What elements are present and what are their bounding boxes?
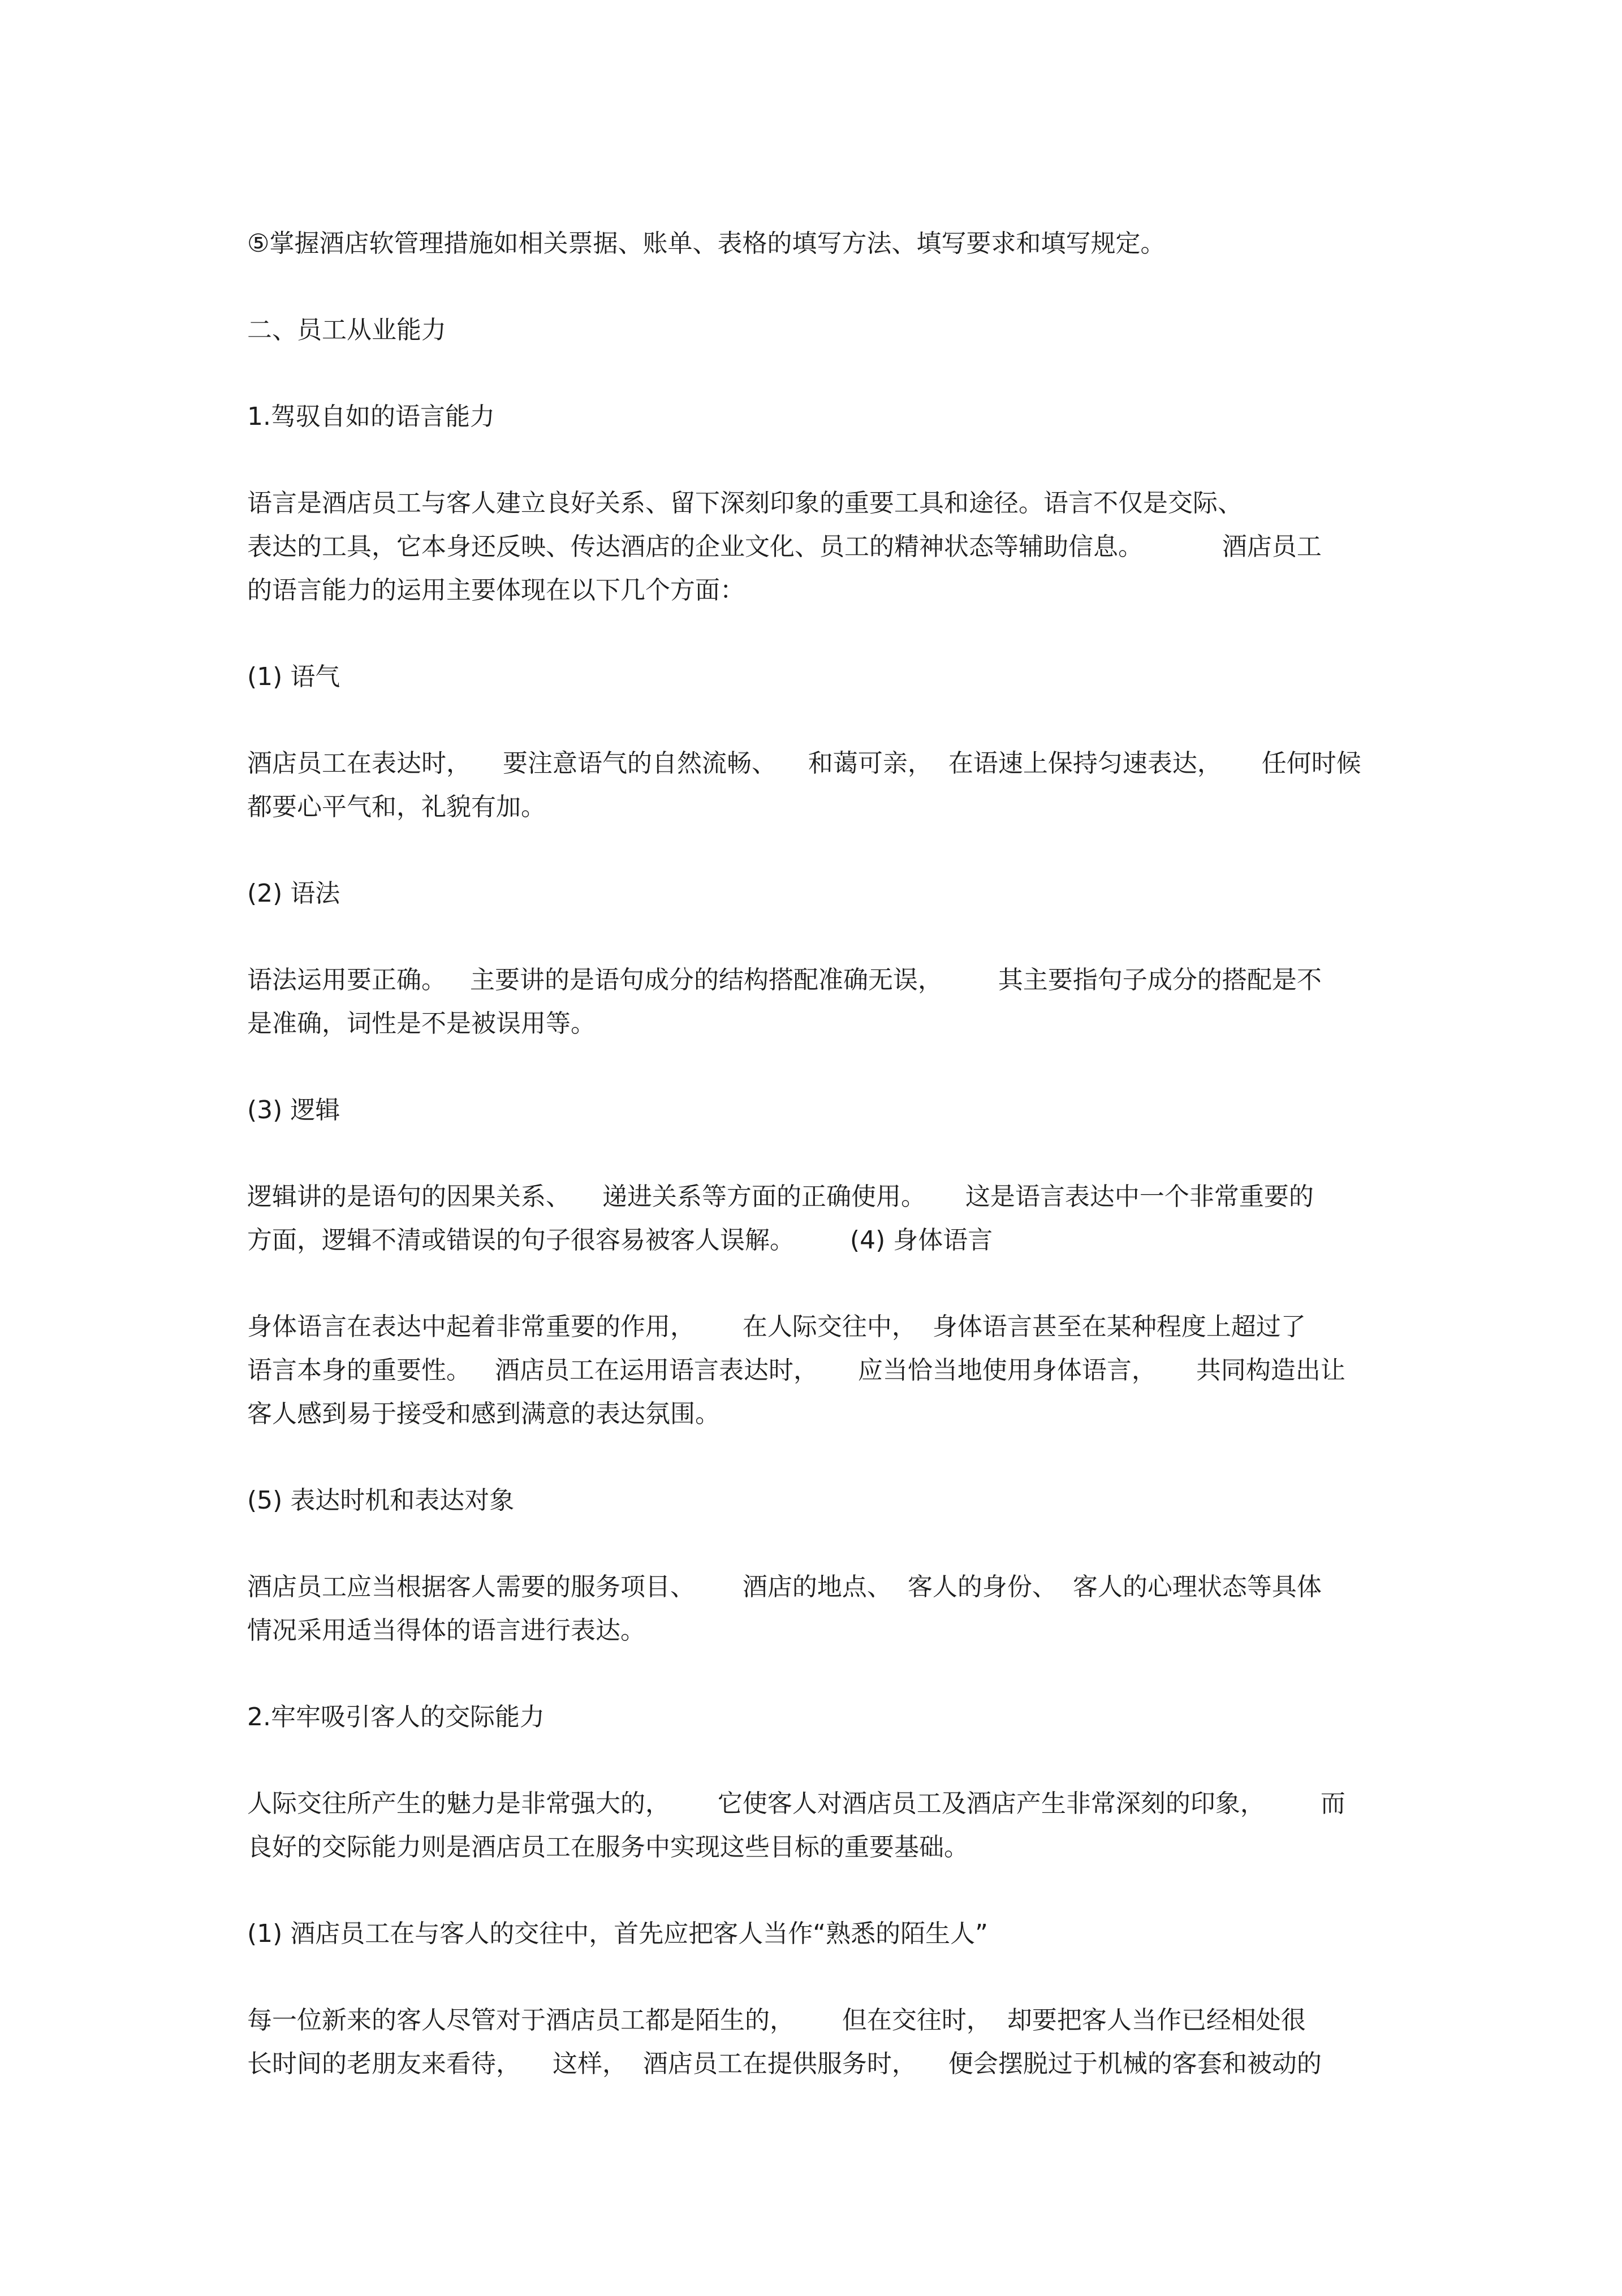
text-line: 长时间的老朋友来看待， 这样， 酒店员工在提供服务时， 便会摆脱过于机械的客套和被动的 xyxy=(247,2049,1322,2078)
text-line: 良好的交际能力则是酒店员工在服务中实现这些目标的重要基础。 xyxy=(247,1833,969,1862)
item-heading: (1) 语气 xyxy=(247,662,340,691)
text-line: 人际交往所产生的魅力是非常强大的， 它使客人对酒店员工及酒店产生非常深刻的印象， 而 xyxy=(247,1789,1345,1818)
text-line: 逻辑讲的是语句的因果关系、 递进关系等方面的正确使用。 这是语言表达中一个非常重要的 xyxy=(247,1182,1314,1211)
subsection-heading: 2.牢牢吸引客人的交际能力 xyxy=(247,1703,545,1731)
text-line: 语言本身的重要性。 酒店员工在运用语言表达时， 应当恰当地使用身体语言， 共同构造出让 xyxy=(247,1356,1345,1385)
text-line: 情况采用适当得体的语言进行表达。 xyxy=(247,1616,645,1645)
section-heading: 二、员工从业能力 xyxy=(247,316,446,344)
text-line: 表达的工具，它本身还反映、传达酒店的企业文化、员工的精神状态等辅助信息。 酒店员工 xyxy=(247,532,1322,561)
text-line: 客人感到易于接受和感到满意的表达氛围。 xyxy=(247,1399,720,1428)
text-line: 的语言能力的运用主要体现在以下几个方面： xyxy=(247,576,745,605)
item-heading: (3) 逻辑 xyxy=(247,1096,340,1125)
subsection-heading: 1.驾驭自如的语言能力 xyxy=(247,402,495,431)
item-heading: (1) 酒店员工在与客人的交往中，首先应把客人当作“熟悉的陌生人” xyxy=(247,1919,988,1948)
text-line: 酒店员工在表达时， 要注意语气的自然流畅、 和蔼可亲， 在语速上保持匀速表达， 任何时候 xyxy=(247,749,1361,778)
item-heading: (5) 表达时机和表达对象 xyxy=(247,1486,515,1515)
text-line: 是准确，词性是不是被误用等。 xyxy=(247,1009,596,1038)
text-line: 酒店员工应当根据客人需要的服务项目、 酒店的地点、 客人的身份、 客人的心理状态等具体 xyxy=(247,1573,1322,1601)
text-line: 身体语言在表达中起着非常重要的作用， 在人际交往中， 身体语言甚至在某种程度上超过了 xyxy=(247,1312,1306,1341)
text-line: 方面，逻辑不清或错误的句子很容易被客人误解。 (4) 身体语言 xyxy=(247,1226,993,1255)
text-line: 语法运用要正确。 主要讲的是语句成分的结构搭配准确无误， 其主要指句子成分的搭配是不 xyxy=(247,966,1322,994)
text-line: 每一位新来的客人尽管对于酒店员工都是陌生的， 但在交往时， 却要把客人当作已经相处很 xyxy=(247,2006,1306,2035)
text-line: 都要心平气和，礼貌有加。 xyxy=(247,792,546,821)
text-line: ⑤掌握酒店软管理措施如相关票据、账单、表格的填写方法、填写要求和填写规定。 xyxy=(247,229,1166,258)
item-heading: (2) 语法 xyxy=(247,879,340,908)
text-line: 语言是酒店员工与客人建立良好关系、留下深刻印象的重要工具和途径。语言不仅是交际、 xyxy=(247,489,1243,518)
